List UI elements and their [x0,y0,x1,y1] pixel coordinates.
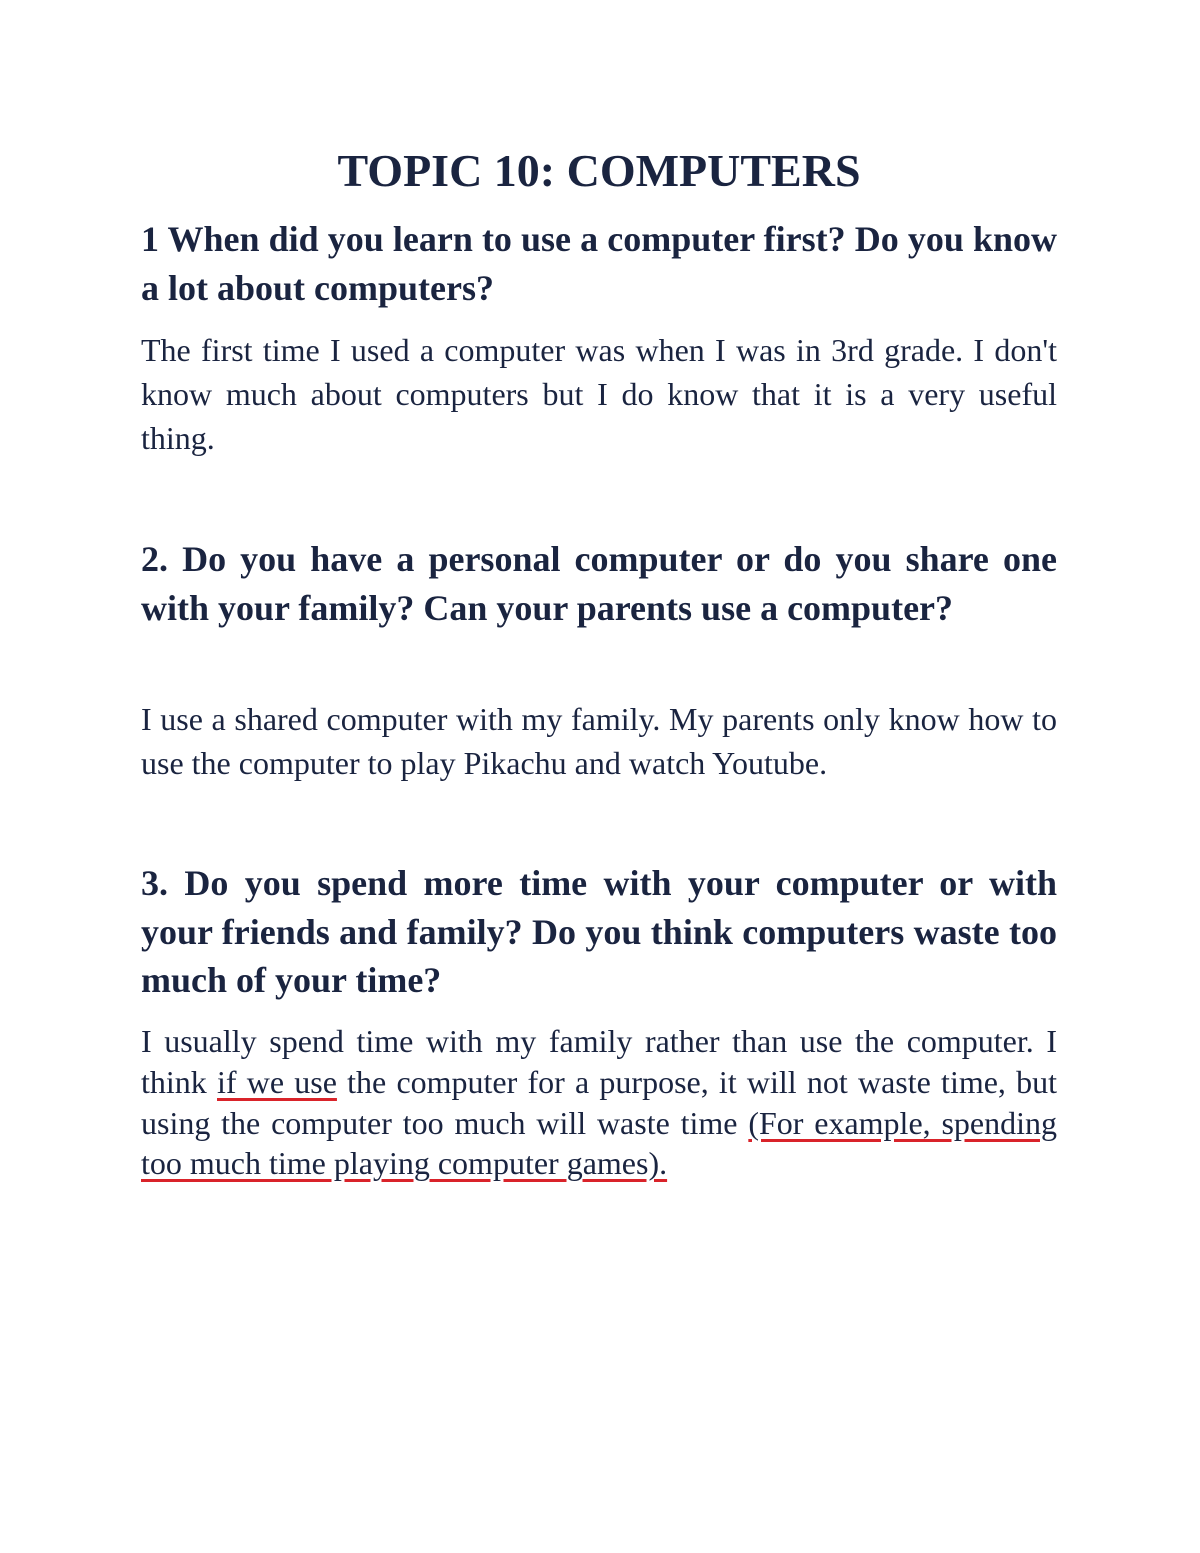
question-2: 2. Do you have a personal computer or do you share one with your family? Can your parents use a computer? [141,539,1057,628]
spellcheck-underline-1: if we use [217,1063,337,1100]
answer-1: The first time I used a computer was when I was in 3rd grade. I don't know much about computers but I do know that it is a very useful thing. [141,332,1057,456]
answer-3-text-1: I usually spend time with my family rather than use the computer. I think [141,1023,1057,1100]
spellcheck-underline-2: (For example, spending too much time playing computer games). [141,1104,1058,1182]
document-title: TOPIC 10: COMPUTERS [337,145,861,196]
question-1: 1 When did you learn to use a computer first? Do you know a lot about computers? [141,219,1057,308]
answer-3 [141,1021,1057,1184]
answer-3-text-2: the computer for a purpose, it will not waste time, but using the computer too much will waste time [141,1063,1058,1141]
question-3: 3. Do you spend more time with your computer or with your friends and family? Do you think computers waste too much of your time? [141,863,1057,1000]
answer-2: I use a shared computer with my family. My parents only know how to use the computer to play Pikachu and watch Youtube. [141,701,1057,781]
